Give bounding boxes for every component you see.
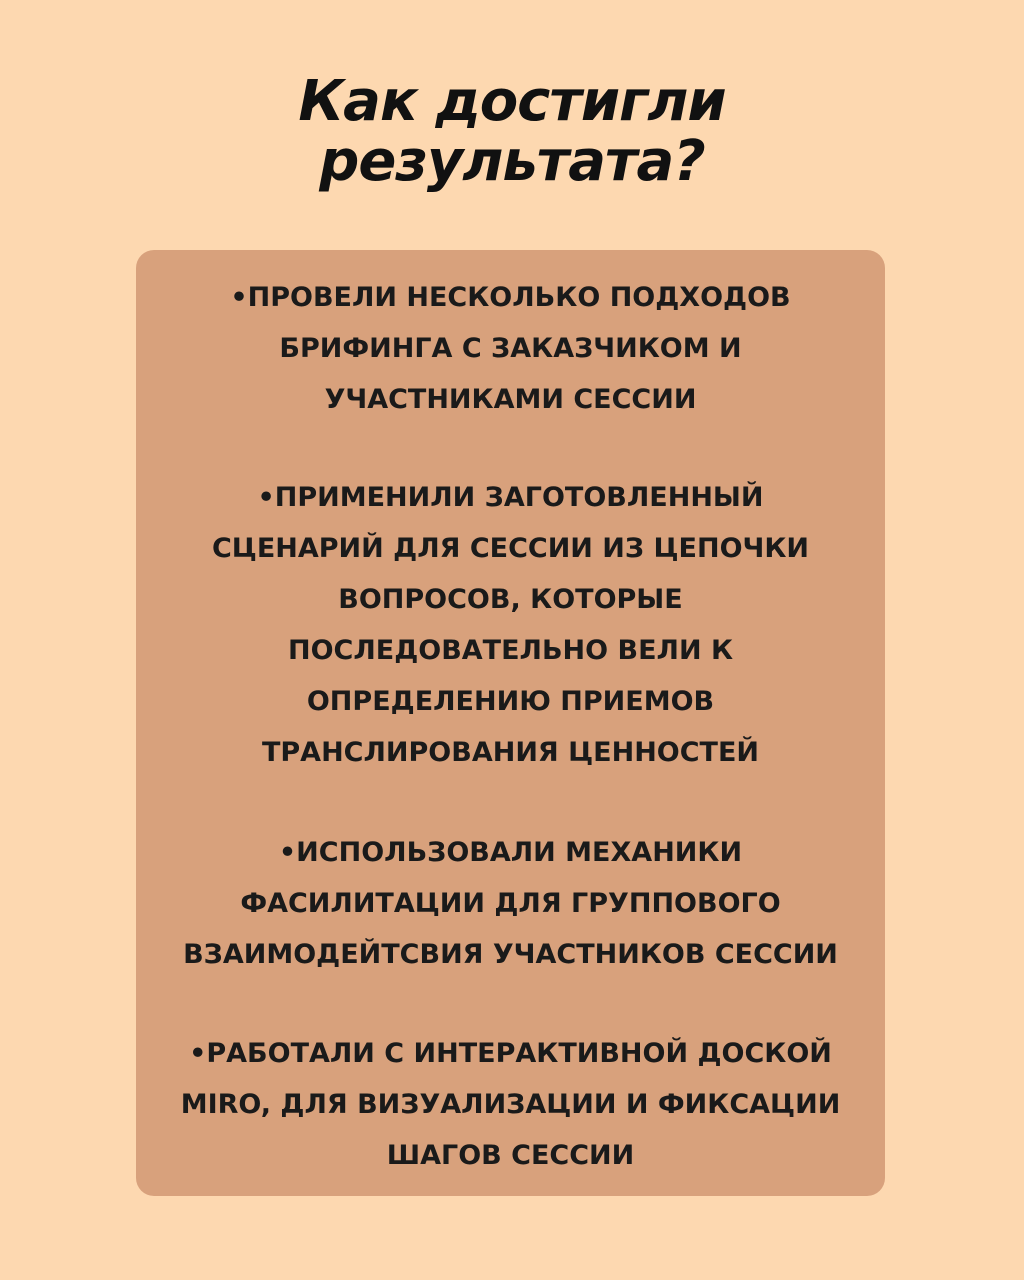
- bullet-briefing: [136, 272, 885, 425]
- bullet-facilitation: [136, 827, 885, 980]
- bullet-line: •ИСПОЛЬЗОВАЛИ МЕХАНИКИ: [278, 837, 743, 868]
- bullet-line: ТРАНСЛИРОВАНИЯ ЦЕННОСТЕЙ: [261, 737, 760, 768]
- title-line-1: Как достигли: [298, 69, 726, 134]
- title-line-2: результата?: [319, 129, 705, 194]
- bullet-line: ФАСИЛИТАЦИИ ДЛЯ ГРУППОВОГО: [240, 888, 781, 919]
- bullet-line: ВОПРОСОВ, КОТОРЫЕ: [338, 584, 683, 615]
- bullet-line: •РАБОТАЛИ С ИНТЕРАКТИВНОЙ ДОСКОЙ: [189, 1038, 832, 1069]
- bullet-line: УЧАСТНИКАМИ СЕССИИ: [324, 384, 697, 415]
- bullet-line: ВЗАИМОДЕЙТСВИЯ УЧАСТНИКОВ СЕССИИ: [183, 939, 838, 970]
- bullet-line: БРИФИНГА С ЗАКАЗЧИКОМ И: [279, 333, 742, 364]
- bullet-line: ШАГОВ СЕССИИ: [386, 1140, 635, 1171]
- bullet-line: MIRO, ДЛЯ ВИЗУАЛИЗАЦИИ И ФИКСАЦИИ: [180, 1089, 841, 1120]
- bullet-line: ПОСЛЕДОВАТЕЛЬНО ВЕЛИ К: [287, 635, 734, 666]
- bullet-miro: [136, 1028, 885, 1181]
- page-title: [0, 69, 1024, 194]
- bullet-line: СЦЕНАРИЙ ДЛЯ СЕССИИ ИЗ ЦЕПОЧКИ: [211, 533, 810, 564]
- bullet-line: •ПРИМЕНИЛИ ЗАГОТОВЛЕННЫЙ: [257, 482, 764, 513]
- bullet-scenario: [136, 472, 885, 778]
- bullet-line: •ПРОВЕЛИ НЕСКОЛЬКО ПОДХОДОВ: [230, 282, 791, 313]
- content-card: [136, 250, 885, 1196]
- bullet-line: ОПРЕДЕЛЕНИЮ ПРИЕМОВ: [306, 686, 715, 717]
